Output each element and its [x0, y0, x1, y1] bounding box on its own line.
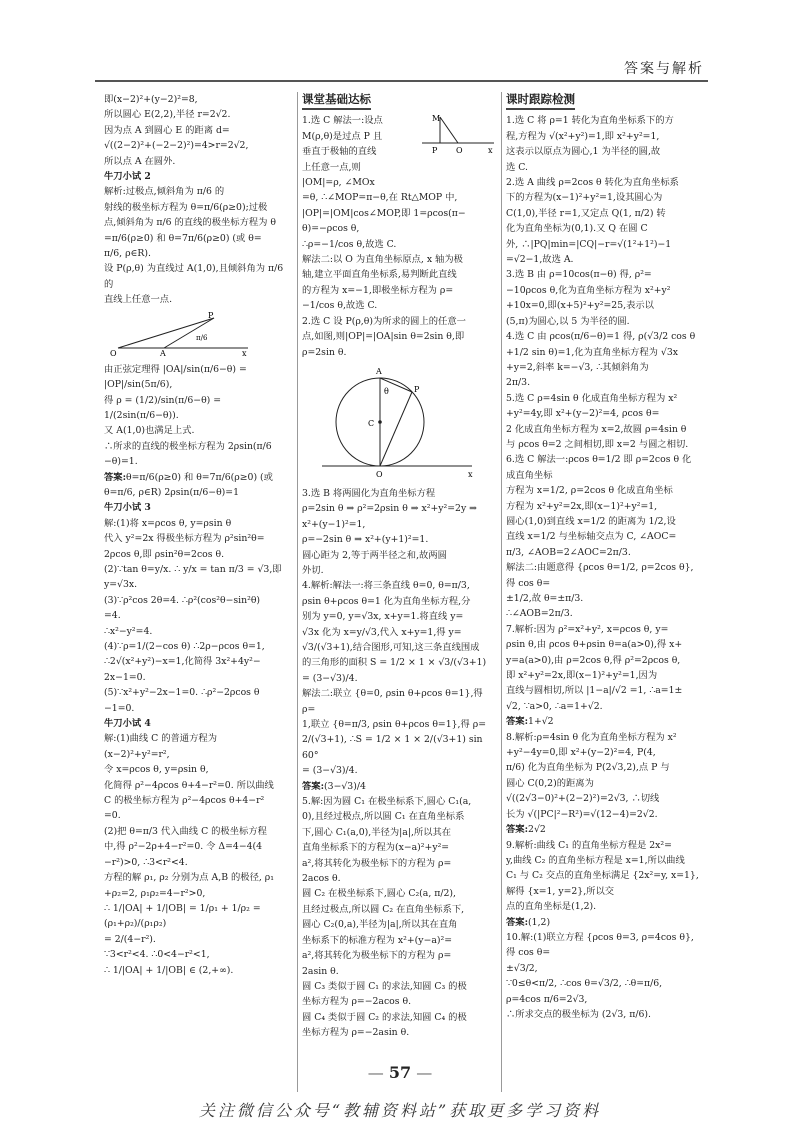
q9-block: [506, 838, 700, 915]
text-line: +y=2,斜率 k=−√3, ∴其倾斜角为: [506, 361, 649, 373]
text-line: 又 A(1,0)也满足上式.: [104, 425, 195, 437]
q7-block: [506, 622, 700, 714]
text-line: 轴,建立平面直角坐标系,易判断此直线: [302, 269, 457, 281]
text-line: ±√3/2,: [506, 962, 538, 974]
text-line: (3)∵ρ²cos 2θ=4. ∴ρ²(cos²θ−sin²θ): [104, 594, 261, 606]
text-line: 即(x−2)²+(y−2)²=8,: [104, 94, 198, 105]
text-line: 解法二:以 O 为直角坐标原点, x 轴为极: [302, 254, 463, 266]
answer-text: 1+√2: [528, 716, 554, 728]
text-line: 8.解析:ρ=4sin θ 化为直角坐标方程为 x²: [506, 731, 677, 743]
text-line: 因为点 A 到圆心 E 的距离 d=: [104, 124, 230, 136]
q10-block: [506, 930, 700, 1022]
fig-label: A: [160, 348, 166, 358]
text-line: π/6, ρ∈R).: [104, 248, 151, 260]
text-line: 9.解析:曲线 C₁ 的直角坐标方程是 2x²=: [506, 839, 672, 851]
fig-label: M: [432, 114, 441, 124]
section-label: 牛刀小试 3: [104, 502, 151, 514]
text-line: y=a(a>0),由 ρ=2cos θ,得 ρ²=2ρcos θ,: [506, 654, 681, 666]
text-line: 化为直角坐标为(0,1).又 Q 在圆 C: [506, 223, 648, 235]
text-line: =θ, ∴∠MOP=π−θ,在 Rt△MOP 中,: [302, 192, 458, 204]
answer-label: 答案:: [506, 716, 529, 728]
text-line: ρsin θ,由 ρcos θ+ρsin θ=a(a>0),得 x+: [506, 639, 683, 651]
text-line: 圆 C₃ 类似于圆 C₁ 的求法,知圆 C₃ 的极: [302, 980, 467, 992]
text-line: = (3−√3)/4.: [302, 672, 358, 684]
text-line: 2 化成直角坐标方程为 x=2,故圆 ρ=4sin θ: [506, 423, 687, 435]
text-line: +ρ₂=2, ρ₁ρ₂=4−r²>0,: [104, 887, 206, 899]
fig-label: P: [432, 146, 438, 156]
column-divider: [501, 92, 502, 1092]
text-line: √2, ∵a>0, ∴a=1+√2.: [506, 700, 603, 712]
text-line: −10ρcos θ,化为直角坐标方程为 x²+y²: [506, 284, 671, 296]
text-line: 1.选 C 将 ρ=1 转化为直角坐标系下的方: [506, 115, 674, 127]
figure-line-angle: [104, 312, 254, 358]
q6-block: [506, 452, 700, 621]
text-line: (4)∵ρ=1/(2−cos θ) ∴2ρ−ρcos θ=1,: [104, 641, 265, 652]
fig-label: O: [456, 146, 463, 156]
q4-block: [302, 578, 498, 778]
text-line: y=√3x.: [104, 579, 138, 591]
text-line: 2.选 C 设 P(ρ,θ)为所求的圆上的任意一: [302, 315, 466, 327]
answer-text: (3−√3)/4: [324, 780, 366, 792]
text-line: 方程的解 ρ₁, ρ₂ 分别为点 A,B 的极径, ρ₁: [104, 872, 274, 884]
text-line: =π/6(ρ≥0) 和 θ=7π/6(ρ≥0) (或 θ=: [104, 232, 262, 244]
answer-label: 答案:: [104, 471, 127, 483]
text-line: 得 ρ = (1/2)/sin(π/6−θ) = 1/(2sin(π/6−θ)).: [104, 394, 222, 421]
page-number-value: 57: [388, 1063, 412, 1082]
text-line: (x−2)²+y²=r²,: [104, 748, 170, 760]
text-line: ∴所求交点的极坐标为 (2√3, π/6).: [506, 1008, 651, 1020]
text-line: ∴所求的直线的极坐标方程为 2ρsin(π/6: [104, 440, 272, 452]
text-line: 代入 y²=2x 得极坐标方程为 ρ²sin²θ=: [104, 533, 265, 545]
column-2: [302, 92, 498, 1041]
text-line: =√2−1,故选 A.: [506, 254, 574, 266]
page-number: — 57 —: [367, 1063, 433, 1082]
text-line: 圆心距为 2,等于两半径之和,故两圆: [302, 549, 447, 561]
fig-label: C: [368, 418, 375, 428]
text-line: +y²=4y,即 x²+(y−2)²=4, ρcos θ=: [506, 408, 660, 420]
text-line: ∴ 1/|OA| + 1/|OB| ∈ (2,+∞).: [104, 964, 234, 976]
text-line: 所以圆心 E(2,2),半径 r=2√2.: [104, 109, 231, 121]
text-line: ρ=2sin θ.: [302, 346, 347, 358]
text-line: 长为 √(|PC|²−R²)=√(12−4)=2√2.: [506, 808, 658, 820]
text-line: 中,得 ρ²−2ρ+4−r²=0. 令 Δ=4−4(4: [104, 841, 263, 853]
text-line: ρsin θ+ρcos θ=1 化为直角坐标方程,分: [302, 595, 471, 607]
fig-label: P: [208, 311, 214, 320]
text-line: 下的方程为(x−1)²+y²=1,设其圆心为: [506, 192, 663, 204]
text-line: 令 x=ρcos θ, y=ρsin θ,: [104, 764, 209, 776]
text-line: x²+(y−1)²=1,: [302, 518, 366, 530]
text-line: ∴x²−y²=4.: [104, 625, 153, 637]
text-line: −1/cos θ,故选 C.: [302, 300, 378, 312]
text-line: 下,圆心 C₁(a,0),半径为|a|,所以其在: [302, 826, 452, 838]
answer-text: θ=π/6(ρ≥0) 和 θ=7π/6(ρ≥0) (或 θ=π/6, ρ∈R) 2ρsin(π/6−θ)=1: [104, 471, 273, 498]
text-line: 2ρcos θ,即 ρsin²θ=2cos θ.: [104, 548, 225, 560]
text-line: 解析:过极点,倾斜角为 π/6 的: [104, 186, 225, 198]
text-line: 方程为 x=1/2, ρ=2cos θ 化成直角坐标: [506, 485, 673, 497]
text-line: 圆 C₄ 类似于圆 C₂ 的求法,知圆 C₄ 的极: [302, 1011, 467, 1023]
text-line: (5)∵x²+y²−2x−1=0. ∴ρ²−2ρcos θ: [104, 687, 260, 699]
answer-label: 答案:: [506, 824, 529, 836]
column-3: [506, 92, 700, 1022]
text-line: √3x 化为 x=y/√3,代入 x+y=1,得 y=: [302, 626, 462, 638]
text-line: 设 P(ρ,θ) 为直线过 A(1,0),且倾斜角为 π/6 的: [104, 263, 284, 290]
text-line: |OP|=|OM|cos∠MOP,即 1=ρcos(π−: [302, 207, 466, 219]
text-line: −r²)>0, ∴3<r²<4.: [104, 856, 188, 868]
t2-block: [104, 184, 294, 307]
text-line: ∴ρ=−1/cos θ,故选 C.: [302, 238, 397, 250]
text-line: +y²−4y=0,即 x²+(y−2)²=4, P(4,: [506, 747, 656, 759]
text-line: = 2/(4−r²).: [104, 933, 156, 945]
answer-text: 2√2: [528, 824, 546, 836]
section-label: 牛刀小试 2: [104, 171, 151, 183]
text-line: +1/2 sin θ)=1,化为直角坐标方程为 √3x: [506, 346, 678, 358]
text-line: √((2√3−0)²+(2−2)²)=2√3, ∴切线: [506, 793, 660, 805]
text-line: 化简得 ρ²−4ρcos θ+4−r²=0. 所以曲线: [104, 779, 274, 791]
column-1: [104, 92, 294, 978]
text-line: 选 C.: [506, 161, 528, 173]
text-line: C 的极坐标方程为 ρ²−4ρcos θ+4−r²: [104, 795, 265, 807]
text-line: 直线上任意一点.: [104, 294, 173, 306]
text-line: = (3−√3)/4.: [302, 765, 358, 777]
text-line: 程,方程为 √(x²+y²)=1,即 x²+y²=1,: [506, 130, 660, 142]
text-line: 这表示以原点为圆心,1 为半径的圆,故: [506, 146, 661, 158]
text-line: C₁ 与 C₂ 交点的直角坐标满足 {2x²=y, x=1},解得 {x=1, y=2},所以交: [506, 870, 699, 897]
text-line: M(ρ,θ)是过点 P 且: [302, 130, 383, 142]
text-line: 坐标方程为 ρ=−2acos θ.: [302, 996, 412, 1008]
text-line: =4.: [104, 610, 121, 622]
t4-block: [104, 731, 294, 978]
text-line: |OM|=ρ, ∠MOx: [302, 177, 375, 189]
fig-label: θ: [384, 386, 389, 396]
text-line: 直角坐标系下的方程为(x−a)²+y²=: [302, 842, 450, 854]
figure-perpendicular: [418, 113, 498, 157]
text-line: 6.选 C 解法一:ρcos θ=1/2 即 ρ=2cos θ 化成直角坐标: [506, 454, 692, 481]
text-line: a²,将其转化为极坐标下的方程为 ρ=: [302, 950, 452, 962]
text-line: (2)把 θ=π/3 代入曲线 C 的极坐标方程: [104, 825, 267, 837]
answer-label: 答案:: [302, 780, 325, 792]
text-line: 的方程为 x=−1,即极坐标方程为 ρ=: [302, 284, 454, 296]
header-rule: [95, 80, 708, 82]
text-line: 外切.: [302, 564, 324, 576]
text-line: 点的直角坐标是(1,2).: [506, 901, 597, 913]
text-line: 方程为 x²+y²=2x,即(x−1)²+y²=1,: [506, 500, 658, 512]
text-line: √3/(√3+1),结合图形,可知,这三条直线围成: [302, 641, 480, 653]
fig-label: O: [110, 348, 117, 358]
footer-note: 关注微信公众号“教辅资料站”获取更多学习资料: [198, 1101, 602, 1120]
text-line: 由正弦定理得 |OA|/sin(π/6−θ) = |OP|/sin(5π/6),: [104, 363, 247, 391]
text-line: 与 ρcos θ=2 之间相切,即 x=2 与圆之相切.: [506, 438, 689, 450]
fig-label: P: [414, 384, 420, 394]
text-line: 5.解:因为圆 C₁ 在极坐标系下,圆心 C₁(a,: [302, 796, 472, 808]
text-line: (5,π)为圆心,以 5 为半径的圆.: [506, 315, 630, 327]
text-line: 直线与圆相切,所以 |1−a|/√2 =1, ∴a=1±: [506, 685, 683, 697]
text-line: 点,如图,则|OP|=|OA|sin θ=2sin θ,即: [302, 331, 465, 343]
text-line: 的三角形的面积 S = 1/2 × 1 × √3/(√3+1): [302, 657, 487, 669]
section-label: 牛刀小试 4: [104, 718, 151, 730]
fig-label: O: [376, 469, 383, 479]
answer-label: 答案:: [506, 916, 529, 928]
text-line: 解:(1)将 x=ρcos θ, y=ρsin θ: [104, 517, 232, 529]
t2-block-b: [104, 362, 294, 470]
text-line: 10.解:(1)联立方程 {ρcos θ=3, ρ=4cos θ},得 cos θ=: [506, 931, 694, 959]
fig-label: x: [242, 348, 247, 358]
q8-block: [506, 730, 700, 822]
text-line: ∵3<r²<4. ∴0<4−r²<1,: [104, 949, 210, 961]
fig-label: x: [488, 146, 493, 156]
header-title: 答案与解析: [624, 61, 704, 77]
text-line: ρ=2sin θ ⇒ ρ²=2ρsin θ ⇒ x²+y²=2y ⇒: [302, 503, 477, 515]
answer-text: (1,2): [528, 916, 551, 928]
fig-label: A: [376, 366, 382, 376]
text-line: 2/(√3+1), ∴S = 1/2 × 1 × 2/(√3+1) sin 60°: [302, 734, 483, 761]
text-line: 2.选 A 曲线 ρ=2cos θ 转化为直角坐标系: [506, 177, 679, 189]
q2-block: [302, 314, 498, 360]
text-line: 5.选 C ρ=4sin θ 化成直角坐标方程为 x²: [506, 392, 678, 404]
column-divider: [297, 92, 298, 1092]
text-line: 0),且经过极点,所以圆 C₁ 在直角坐标系: [302, 811, 465, 823]
text-line: 3.选 B 由 ρ=10cos(π−θ) 得, ρ²=: [506, 269, 652, 281]
text-line: 2acos θ.: [302, 873, 341, 885]
text-line: −1=0.: [104, 702, 135, 714]
text-line: 解法二:由题意得 {ρcos θ=1/2, ρ=2cos θ},得 cos θ=: [506, 562, 694, 589]
text-line: −θ)=1.: [104, 456, 138, 468]
q4-block: [506, 329, 700, 391]
text-line: 4.选 C 由 ρcos(π/6−θ)=1 得, ρ(√3/2 cos θ: [506, 331, 696, 343]
text-line: 解:(1)曲线 C 的普通方程为: [104, 733, 217, 745]
text-line: 即 x²+y²=2x,即(x−1)²+y²=1,因为: [506, 670, 658, 682]
text-line: ±1/2,故 θ=±π/3.: [506, 593, 584, 604]
t3-block: [104, 516, 294, 716]
text-line: 1.选 C 解法一:设点: [302, 115, 383, 127]
text-line: 1,联立 {θ=π/3, ρsin θ+ρcos θ=1},得 ρ=: [302, 719, 487, 730]
text-line: π/3, ∠AOB=2∠AOC=2π/3.: [506, 546, 631, 558]
q3-block: [302, 486, 498, 578]
text-line: ∴2√(x²+y²)−x=1,化简得 3x²+4y²−: [104, 656, 261, 668]
text-line: y,曲线 C₂ 的直角坐标方程是 x=1,所以曲线: [506, 854, 685, 866]
text-line: 坐标方程为 ρ=−2asin θ.: [302, 1027, 410, 1039]
text-line: 2x−1=0.: [104, 671, 146, 683]
text-line: +10x=0,即(x+5)²+y²=25,表示以: [506, 300, 654, 312]
text-line: 解法二:联立 {θ=0, ρsin θ+ρcos θ=1},得 ρ=: [302, 688, 483, 715]
q5-block: [302, 794, 498, 1041]
text-line: π/6) 化为直角坐标为 P(2√3,2),点 P 与: [506, 762, 670, 774]
text-line: 射线的极坐标方程为 θ=π/6(ρ≥0);过极: [104, 201, 268, 213]
text-line: 2asin θ.: [302, 965, 339, 977]
intro-block: [104, 92, 294, 169]
text-line: 圆 C₂ 在极坐标系下,圆心 C₂(a, π/2),: [302, 888, 456, 900]
text-line: =0.: [104, 810, 121, 822]
text-line: 所以点 A 在圆外.: [104, 155, 176, 167]
figure-circle: [302, 364, 482, 482]
text-line: 圆心(1,0)到直线 x=1/2 的距离为 1/2,设: [506, 515, 676, 527]
text-line: ∴∠AOB=2π/3.: [506, 608, 573, 620]
text-line: ρ=4cos π/6=2√3,: [506, 993, 588, 1005]
q3-block: [506, 267, 700, 329]
text-line: 4.解析:解法一:将三条直线 θ=0, θ=π/3,: [302, 580, 470, 592]
text-line: 直线 x=1/2 与坐标轴交点为 C, ∠AOC=: [506, 531, 677, 543]
text-line: 3.选 B 将两圆化为直角坐标方程: [302, 487, 436, 499]
text-line: ρ=−2sin θ ⇒ x²+(y+1)²=1.: [302, 534, 429, 546]
text-line: ∵0≤θ<π/2, ∴cos θ=√3/2, ∴θ=π/6,: [506, 978, 663, 990]
text-line: 点,倾斜角为 π/6 的直线的极坐标方程为 θ: [104, 217, 277, 229]
text-line: 圆心 C(0,2)的距离为: [506, 777, 594, 789]
text-line: θ)=−ρcos θ,: [302, 223, 360, 235]
text-line: 且经过极点,所以圆 C₂ 在直角坐标系下,: [302, 903, 465, 915]
text-line: 别为 y=0, y=√3x, x+y=1.将直线 y=: [302, 611, 464, 623]
text-line: √((2−2)²+(−2−2)²)=4>r=2√2,: [104, 140, 249, 152]
text-line: 7.解析:因为 ρ²=x²+y², x=ρcos θ, y=: [506, 623, 669, 635]
text-line: 垂直于极轴的直线: [302, 146, 377, 158]
section-title: 课时跟踪检测: [506, 92, 575, 110]
fig-label: x: [468, 469, 473, 479]
text-line: 上任意一点,则: [302, 161, 361, 173]
text-line: C(1,0),半径 r=1,又定点 Q(1, π/2) 转: [506, 207, 666, 219]
section-title: 课堂基础达标: [302, 92, 371, 110]
q5-block: [506, 391, 700, 453]
text-line: 坐标系下的标准方程为 x²+(y−a)²=: [302, 934, 453, 946]
text-line: 2π/3.: [506, 377, 531, 389]
text-line: 圆心 C₂(0,a),半径为|a|,所以其在直角: [302, 919, 458, 931]
text-line: 外, ∴|PQ|min=|CQ|−r=√(1²+1²)−1: [506, 238, 672, 250]
text-line: a²,将其转化为极坐标下的方程为 ρ=: [302, 857, 452, 869]
text-line: (2)∵tan θ=y/x. ∴ y/x = tan π/3 = √3,即: [104, 563, 282, 575]
fig-label: π/6: [196, 333, 208, 342]
q1-block: [506, 113, 700, 175]
text-line: ∴ 1/|OA| + 1/|OB| = 1/ρ₁ + 1/ρ₂ = (ρ₁+ρ₂)/(ρ₁ρ₂): [104, 902, 261, 930]
q2-block: [506, 175, 700, 267]
